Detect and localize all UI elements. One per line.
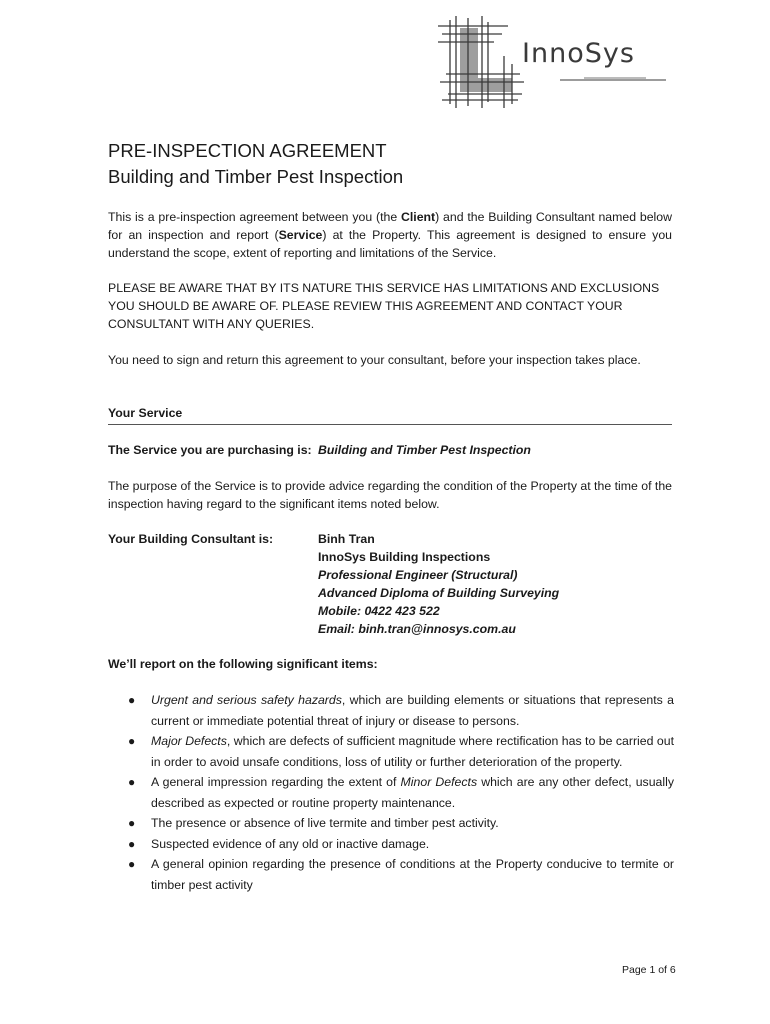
bullet-icon: ● <box>128 775 136 789</box>
consultant-company: InnoSys Building Inspections <box>318 550 491 564</box>
bullet-icon: ● <box>128 857 136 871</box>
your-service-heading: Your Service <box>108 404 672 425</box>
consultant-email: Email: binh.tran@innosys.com.au <box>318 622 516 636</box>
significant-items-list <box>108 690 674 895</box>
document-subtitle: Building and Timber Pest Inspection <box>108 166 404 187</box>
logo-wordmark: InnoSys <box>522 38 635 69</box>
consultant-name: Binh Tran <box>318 532 375 546</box>
warning-paragraph: PLEASE BE AWARE THAT BY ITS NATURE THIS SERVICE HAS LIMITATIONS AND EXCLUSIONS YOU SHOULD BE AWARE OF. PLEASE REVIEW THIS AGREEMENT AND CONTACT YOUR CONSULTANT WITH ANY QUERIES. <box>108 281 660 331</box>
service-value-row <box>318 441 531 459</box>
client-term: Client <box>400 210 436 224</box>
bullet-icon: ● <box>128 836 136 851</box>
purpose-paragraph: The purpose of the Service is to provide advice regarding the condition of the Property at the time of the inspection having regard to the significant items noted below. <box>108 479 672 511</box>
document-title: PRE-INSPECTION AGREEMENT <box>108 140 387 161</box>
service-value: Building and Timber Pest Inspection <box>318 443 531 457</box>
consultant-mobile: Mobile: 0422 423 522 <box>318 604 440 618</box>
bullet-icon: ● <box>128 734 136 748</box>
page-number: Page 1 of 6 <box>622 964 676 976</box>
service-term: Service <box>278 228 323 242</box>
service-line <box>108 441 312 459</box>
sign-note-paragraph: You need to sign and return this agreement to your consultant, before your inspection takes place. <box>108 353 641 367</box>
list-item: ● Major Defects, which are defects of sufficient magnitude where rectification has to be carried out in order to avoid unsafe conditions, loss of utility or further deterioration of the property. <box>108 731 674 772</box>
consultant-qualification-2: Advanced Diploma of Building Surveying <box>318 586 560 600</box>
list-item: ● Urgent and serious safety hazards, which are building elements or situations that represents a current or immediate potential threat of injury or disease to persons. <box>108 690 674 731</box>
bullet-icon: ● <box>128 816 136 830</box>
consultant-label: Your Building Consultant is: <box>108 532 274 546</box>
intro-paragraph: This is a pre-inspection agreement between you (the Client) and the Building Consultant named below for an inspection and report (Service) at the Property. This agreement is designed to ensure you understand the scope, extent of reporting and limitations of the Service. <box>108 210 673 260</box>
report-items-heading: We’ll report on the following significant items: <box>108 657 378 671</box>
consultant-qualification-1: Professional Engineer (Structural) <box>318 568 518 582</box>
service-label: The Service you are purchasing is: <box>108 443 312 457</box>
consultant-details <box>318 530 559 638</box>
list-item: ● A general impression regarding the extent of Minor Defects which are any other defect, usually described as expected or routine property maintenance. <box>108 772 674 813</box>
list-item: ● The presence or absence of live termite and timber pest activity. <box>108 813 674 834</box>
bullet-icon: ● <box>128 693 136 707</box>
list-item: ● A general opinion regarding the presence of conditions at the Property conducive to termite or timber pest activity <box>108 854 674 895</box>
list-item: ● Suspected evidence of any old or inactive damage. <box>108 834 674 855</box>
